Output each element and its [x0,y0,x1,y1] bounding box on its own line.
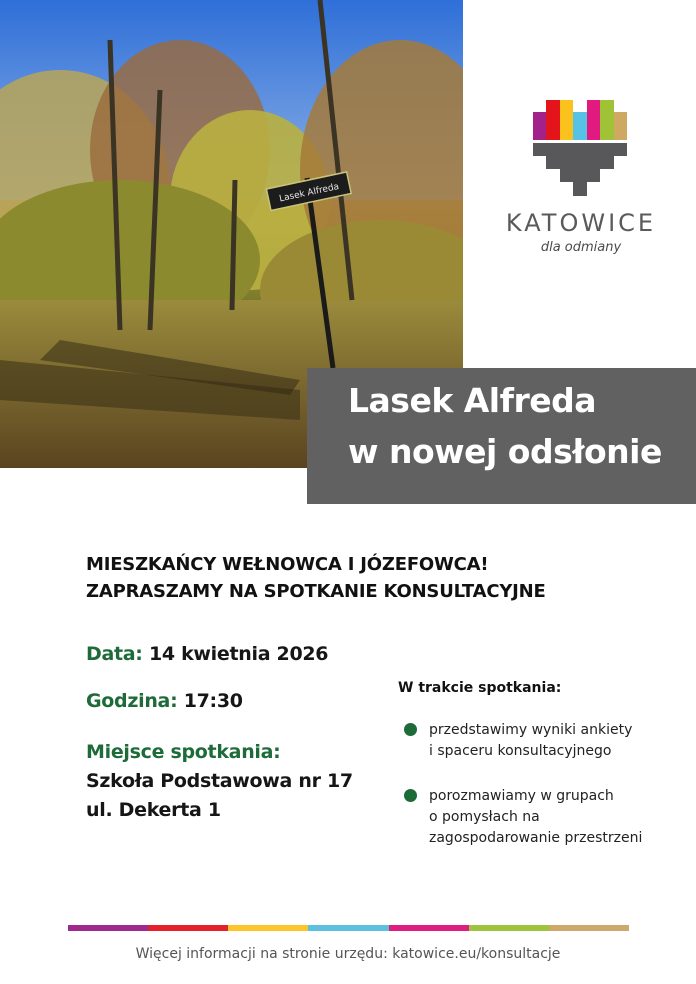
agenda-item-text: porozmawiamy w grupach [429,788,614,804]
bullet-dot-icon [404,789,417,802]
agenda-item [404,786,642,849]
agenda-heading: W trakcie spotkania: [398,680,562,696]
footer-info: Więcej informacji na stronie urzędu: katowice.eu/konsultacje [135,946,561,962]
place-line-1: Szkoła Podstawowa nr 17 [86,770,353,792]
date-label: Data: [86,643,143,665]
stripe-segment [228,925,308,931]
headline-line-1: MIESZKAŃCY WEŁNOWCA I JÓZEFOWCA! [86,554,489,575]
stripe-segment [469,925,549,931]
katowice-logo-icon [533,100,627,196]
place-block [86,738,353,825]
bullet-dot-icon [404,723,417,736]
logo-tagline: dla odmiany [540,240,622,255]
agenda-item [404,720,632,762]
time-value: 17:30 [183,690,243,712]
color-stripe [68,925,629,931]
title-line-2: w nowej odsłonie [348,432,662,471]
headline [86,551,546,605]
stripe-segment [389,925,469,931]
place-label: Miejsce spotkania: [86,741,281,763]
stripe-segment [549,925,629,931]
place-line-2: ul. Dekerta 1 [86,799,221,821]
date-value: 14 kwietnia 2026 [148,643,329,665]
logo-wordmark: KATOWICE [505,209,657,237]
agenda-item-text: i spaceru konsultacyjnego [429,743,612,759]
title-line-1: Lasek Alfreda [348,381,597,420]
stripe-segment [308,925,388,931]
agenda-item-text: zagospodarowanie przestrzeni [429,830,643,846]
title-banner [307,368,696,504]
headline-line-2: ZAPRASZAMY NA SPOTKANIE KONSULTACYJNE [86,581,546,602]
time-label: Godzina: [86,690,178,712]
date-row [86,643,328,665]
agenda-item-text: o pomysłach na [429,809,540,825]
stripe-segment [68,925,148,931]
time-row [86,690,243,712]
stripe-segment [148,925,228,931]
agenda-item-text: przedstawimy wyniki ankiety [429,722,633,738]
sign-text: Lasek Alfreda [278,181,341,205]
